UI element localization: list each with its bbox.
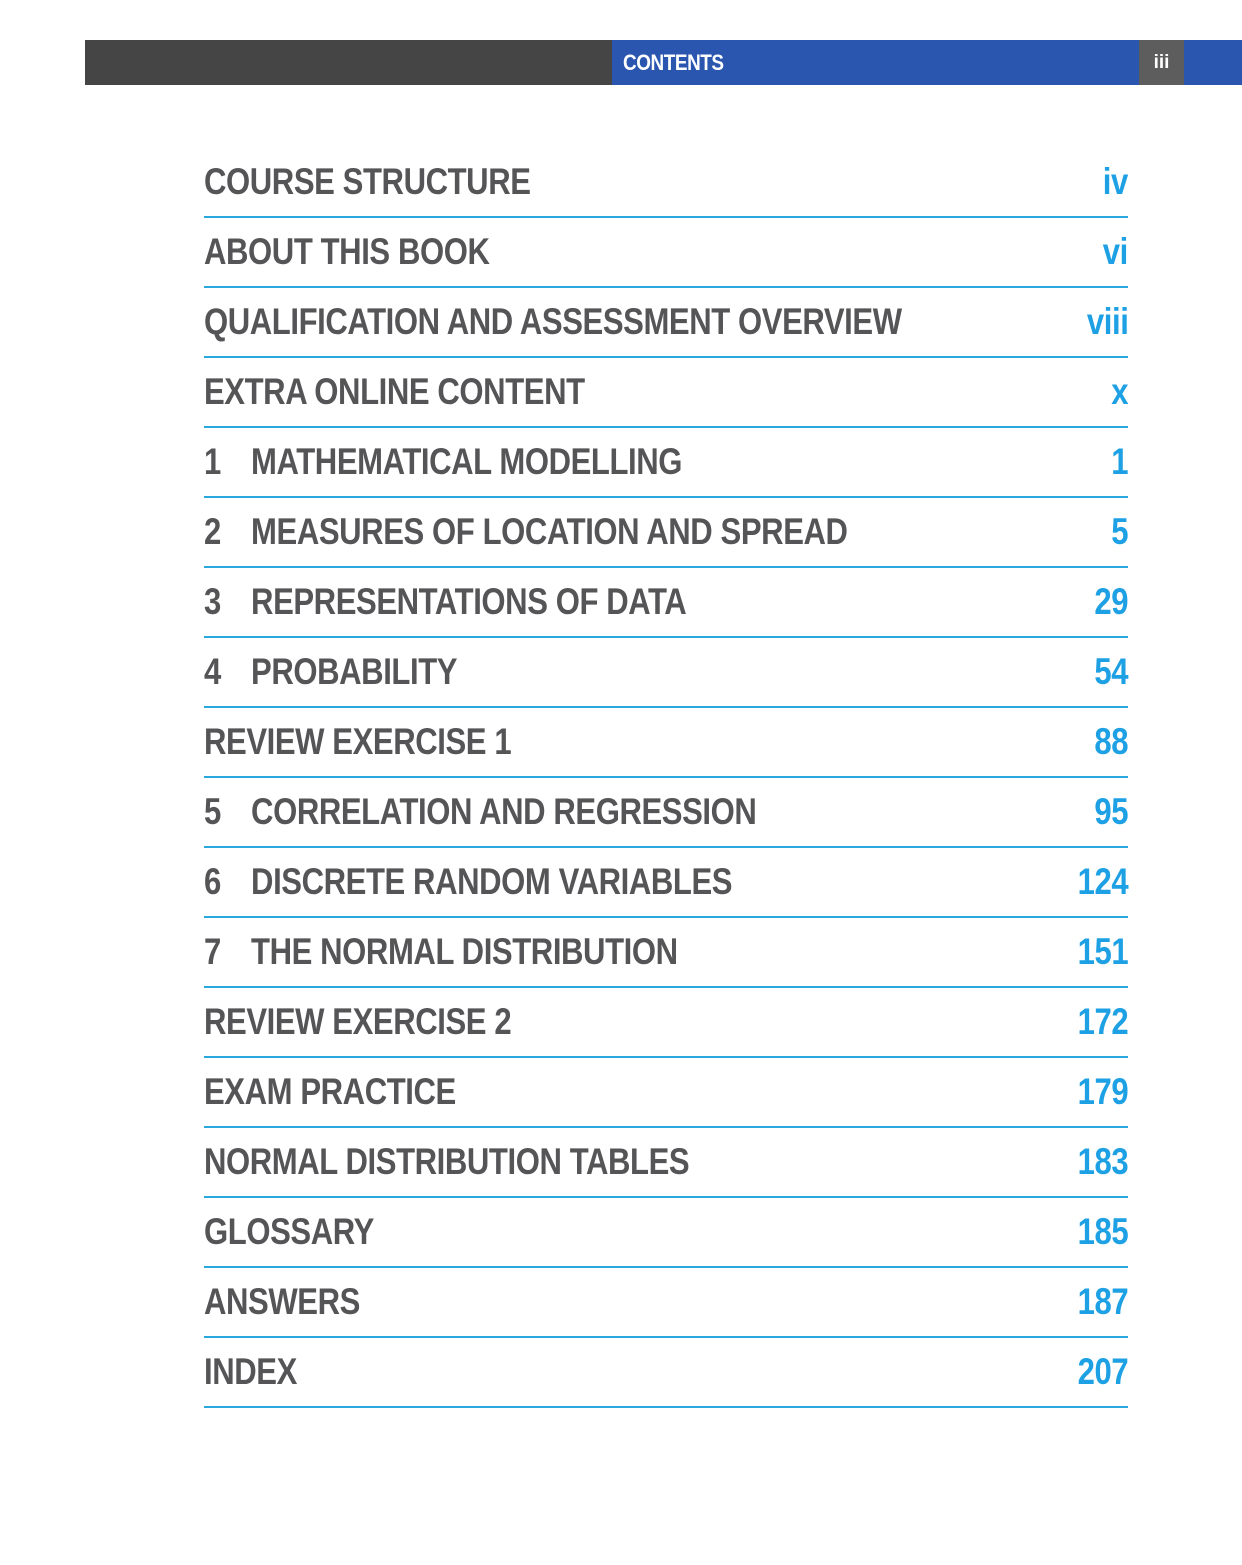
toc-entry-title: [204, 1351, 297, 1393]
toc-entry-title: [204, 1281, 360, 1323]
toc-page-number: 185: [1077, 1211, 1128, 1252]
toc-entry[interactable]: [204, 568, 1128, 638]
toc-page-number: vi: [1102, 231, 1128, 272]
toc-page-number: 5: [1111, 511, 1128, 552]
toc-page-number: iv: [1102, 161, 1128, 202]
toc-entry-label: QUALIFICATION AND ASSESSMENT OVERVIEW: [204, 301, 902, 342]
toc-page-number: 1: [1111, 441, 1128, 482]
toc-entry-label: REPRESENTATIONS OF DATA: [251, 581, 687, 622]
toc-page-number: 179: [1077, 1071, 1128, 1112]
chapter-number: 2: [204, 511, 221, 552]
toc-page-number: 183: [1077, 1141, 1128, 1182]
chapter-number: 5: [204, 791, 221, 832]
toc-page-number: 187: [1077, 1281, 1128, 1322]
chapter-number: 3: [204, 581, 221, 622]
table-of-contents: [204, 148, 1128, 1408]
toc-entry-title: [204, 231, 490, 273]
toc-page-number: viii: [1086, 301, 1128, 342]
header-title: CONTENTS: [623, 50, 724, 75]
toc-entry[interactable]: [204, 288, 1128, 358]
toc-entry-title: [204, 301, 902, 343]
chapter-number: 7: [204, 931, 221, 972]
toc-entry-title: [204, 1211, 374, 1253]
toc-entry-label: DISCRETE RANDOM VARIABLES: [251, 861, 733, 902]
toc-entry-title: [204, 161, 531, 203]
toc-page-number: 88: [1094, 721, 1128, 762]
toc-entry[interactable]: [204, 498, 1128, 568]
toc-entry-title: [204, 1141, 689, 1183]
toc-entry-label: MATHEMATICAL MODELLING: [251, 441, 683, 482]
toc-page-number: 172: [1077, 1001, 1128, 1042]
toc-page-number: 151: [1077, 931, 1128, 972]
toc-entry[interactable]: [204, 1128, 1128, 1198]
toc-entry-title: [204, 931, 678, 973]
toc-page-number: 124: [1077, 861, 1128, 902]
chapter-number: 6: [204, 861, 221, 902]
toc-page-number: x: [1111, 371, 1128, 412]
toc-page-number: 207: [1077, 1351, 1128, 1392]
toc-entry-title: [204, 441, 682, 483]
toc-entry-title: [204, 861, 732, 903]
toc-entry-label: ANSWERS: [204, 1281, 360, 1322]
toc-entry[interactable]: [204, 988, 1128, 1058]
toc-page-number: 95: [1094, 791, 1128, 832]
toc-entry-label: EXAM PRACTICE: [204, 1071, 456, 1112]
toc-entry-title: [204, 1071, 456, 1113]
toc-entry-label: REVIEW EXERCISE 2: [204, 1001, 512, 1042]
toc-entry[interactable]: [204, 708, 1128, 778]
toc-entry-label: ABOUT THIS BOOK: [204, 231, 490, 272]
toc-entry[interactable]: [204, 218, 1128, 288]
toc-entry[interactable]: [204, 358, 1128, 428]
toc-entry-label: INDEX: [204, 1351, 297, 1392]
toc-entry-label: EXTRA ONLINE CONTENT: [204, 371, 585, 412]
chapter-number: 1: [204, 441, 221, 482]
header-dark-segment: [85, 40, 612, 85]
toc-entry-label: GLOSSARY: [204, 1211, 374, 1252]
toc-entry-label: PROBABILITY: [251, 651, 458, 692]
page-number: iii: [1139, 40, 1184, 85]
toc-entry-label: REVIEW EXERCISE 1: [204, 721, 512, 762]
toc-entry-title: [204, 1001, 511, 1043]
toc-entry-title: [204, 511, 848, 553]
toc-page-number: 54: [1094, 651, 1128, 692]
toc-entry-title: [204, 791, 756, 833]
toc-entry-label: THE NORMAL DISTRIBUTION: [251, 931, 678, 972]
toc-entry[interactable]: [204, 148, 1128, 218]
chapter-number: 4: [204, 651, 221, 692]
toc-entry[interactable]: [204, 428, 1128, 498]
toc-entry-title: [204, 581, 686, 623]
toc-entry-title: [204, 371, 585, 413]
toc-entry[interactable]: [204, 638, 1128, 708]
toc-entry[interactable]: [204, 1268, 1128, 1338]
toc-entry[interactable]: [204, 918, 1128, 988]
toc-entry[interactable]: [204, 1058, 1128, 1128]
toc-entry-title: [204, 721, 511, 763]
toc-entry[interactable]: [204, 848, 1128, 918]
header-blue-segment: [612, 40, 1242, 85]
toc-entry-label: CORRELATION AND REGRESSION: [251, 791, 757, 832]
toc-entry-label: MEASURES OF LOCATION AND SPREAD: [251, 511, 848, 552]
header-bar: [85, 40, 1242, 85]
toc-entry-label: COURSE STRUCTURE: [204, 161, 531, 202]
toc-page-number: 29: [1094, 581, 1128, 622]
toc-entry-title: [204, 651, 457, 693]
toc-entry[interactable]: [204, 1198, 1128, 1268]
toc-entry[interactable]: [204, 1338, 1128, 1408]
toc-entry[interactable]: [204, 778, 1128, 848]
toc-entry-label: NORMAL DISTRIBUTION TABLES: [204, 1141, 690, 1182]
